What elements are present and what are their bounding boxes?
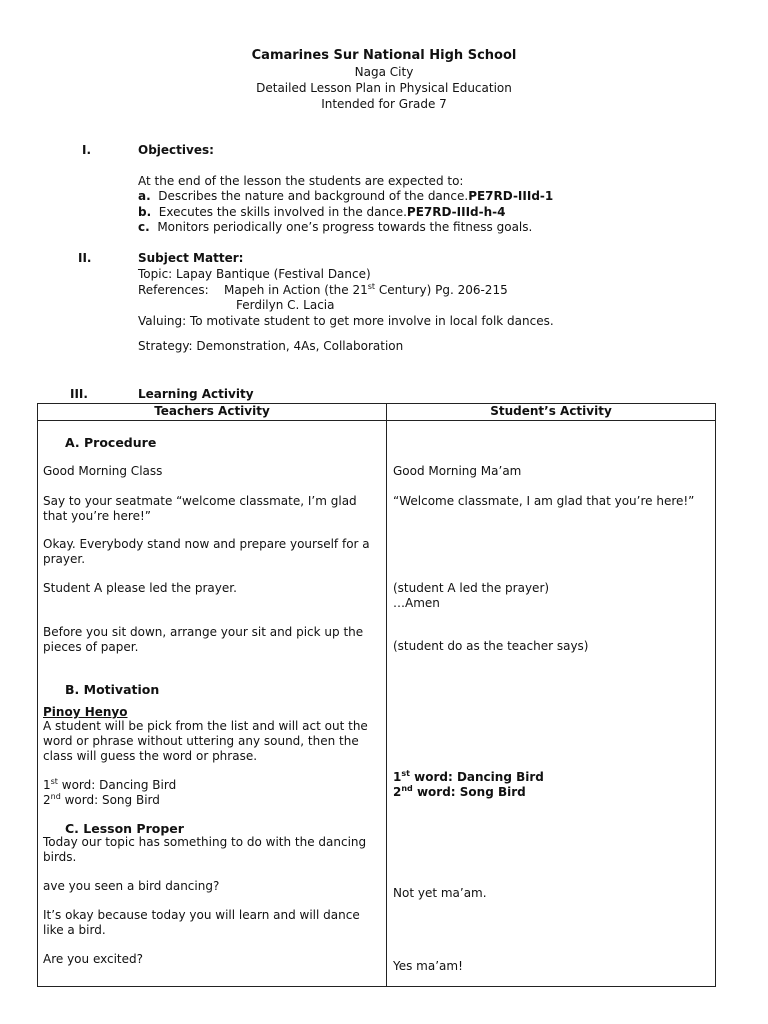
motivation-heading: B. Motivation xyxy=(65,682,160,697)
teacher-topic: Today our topic has something to do with the dancing birds. xyxy=(43,835,367,864)
word-1-prefix: 1 xyxy=(43,778,51,792)
student-word-1 xyxy=(393,770,711,785)
learning-activity-table xyxy=(37,403,716,987)
word-2-prefix: 2 xyxy=(393,785,402,799)
teacher-say: Say to your seatmate “welcome classmate, I’m glad that you’re here!” xyxy=(43,494,357,523)
teacher-word-1 xyxy=(43,778,379,793)
subject-valuing: Valuing: To motivate student to get more involve in local folk dances. xyxy=(138,314,554,328)
objectives-title: Objectives: xyxy=(138,143,214,157)
student-yes: Yes ma’am! xyxy=(393,959,463,973)
word-2-suffix: nd xyxy=(401,784,413,793)
objective-item-b xyxy=(138,205,506,220)
student-do-as: (student do as the teacher says) xyxy=(393,639,589,653)
references-text: Mapeh in Action (the 21 xyxy=(224,283,368,297)
student-activity-cell xyxy=(387,421,716,987)
references-sup: st xyxy=(367,282,376,291)
student-greet: Good Morning Ma’am xyxy=(393,464,522,478)
word-2-text: word: Song Bird xyxy=(412,785,526,799)
objective-item-c xyxy=(138,220,532,235)
word-2-suffix: nd xyxy=(50,792,61,801)
procedure-heading: A. Procedure xyxy=(65,435,157,450)
teacher-game-desc: A student will be pick from the list and will act out the word or phrase without uttering any sound, then the class will guess the word or phrase. xyxy=(43,719,368,763)
student-column-header: Student’s Activity xyxy=(387,404,716,421)
subject-topic: Topic: Lapay Bantique (Festival Dance) xyxy=(138,267,371,281)
subject-title: Subject Matter: xyxy=(138,251,244,265)
teacher-column-header: Teachers Activity xyxy=(38,404,387,421)
word-1-text: word: Dancing Bird xyxy=(409,770,544,784)
word-1-suffix: st xyxy=(50,777,58,786)
references-label: References: xyxy=(138,283,209,297)
subject-author: Ferdilyn C. Lacia xyxy=(236,298,335,312)
word-2-prefix: 2 xyxy=(43,793,51,807)
teacher-activity-cell xyxy=(38,421,387,987)
teacher-prayer: Student A please led the prayer. xyxy=(43,581,237,595)
teacher-excited: Are you excited? xyxy=(43,952,144,966)
activity-title: Learning Activity xyxy=(138,387,254,401)
objective-text: Executes the skills involved in the dance. xyxy=(158,205,407,219)
school-name: Camarines Sur National High School xyxy=(251,48,517,63)
city-name: Naga City xyxy=(354,65,414,79)
word-1-text: word: Dancing Bird xyxy=(57,778,177,792)
lesson-proper-heading: C. Lesson Proper xyxy=(65,821,184,836)
objective-code: PE7RD-IIId-h-4 xyxy=(406,205,506,219)
word-2-text: word: Song Bird xyxy=(60,793,160,807)
game-title: Pinoy Henyo xyxy=(43,705,128,719)
objectives-intro: At the end of the lesson the students are expected to: xyxy=(138,174,464,188)
objective-item-a xyxy=(138,189,553,204)
document-header xyxy=(0,48,768,112)
objective-text: Monitors periodically one’s progress towards the fitness goals. xyxy=(157,220,533,234)
objective-code: PE7RD-IIId-1 xyxy=(468,189,554,203)
teacher-sit: Before you sit down, arrange your sit and pick up the pieces of paper. xyxy=(43,625,364,654)
subject-strategy: Strategy: Demonstration, 4As, Collaboration xyxy=(138,339,404,353)
student-prayer: (student A led the prayer) xyxy=(393,581,550,595)
teacher-okay: It’s okay because today you will learn and will dance like a bird. xyxy=(43,908,360,937)
student-welcome: “Welcome classmate, I am glad that you’re here!” xyxy=(393,494,695,508)
activity-numeral: III. xyxy=(70,387,88,401)
student-amen: …Amen xyxy=(393,596,440,610)
word-1-prefix: 1 xyxy=(393,770,402,784)
teacher-greet: Good Morning Class xyxy=(43,464,163,478)
subject-numeral: II. xyxy=(78,251,92,265)
word-1-suffix: st xyxy=(401,769,410,778)
grade-level: Intended for Grade 7 xyxy=(321,97,447,111)
objective-letter: c. xyxy=(138,220,150,234)
student-not-yet: Not yet ma’am. xyxy=(393,886,487,900)
student-word-2 xyxy=(393,785,711,800)
objective-letter: b. xyxy=(138,205,152,219)
teacher-stand: Okay. Everybody stand now and prepare yourself for a prayer. xyxy=(43,537,370,566)
objective-letter: a. xyxy=(138,189,151,203)
objective-text: Describes the nature and background of the dance. xyxy=(158,189,469,203)
objectives-numeral: I. xyxy=(82,143,92,157)
subject-references xyxy=(138,283,508,298)
teacher-seen: ave you seen a bird dancing? xyxy=(43,879,220,893)
plan-title: Detailed Lesson Plan in Physical Education xyxy=(256,81,512,95)
references-tail: Century) Pg. 206-215 xyxy=(375,283,508,297)
teacher-word-2 xyxy=(43,793,379,808)
